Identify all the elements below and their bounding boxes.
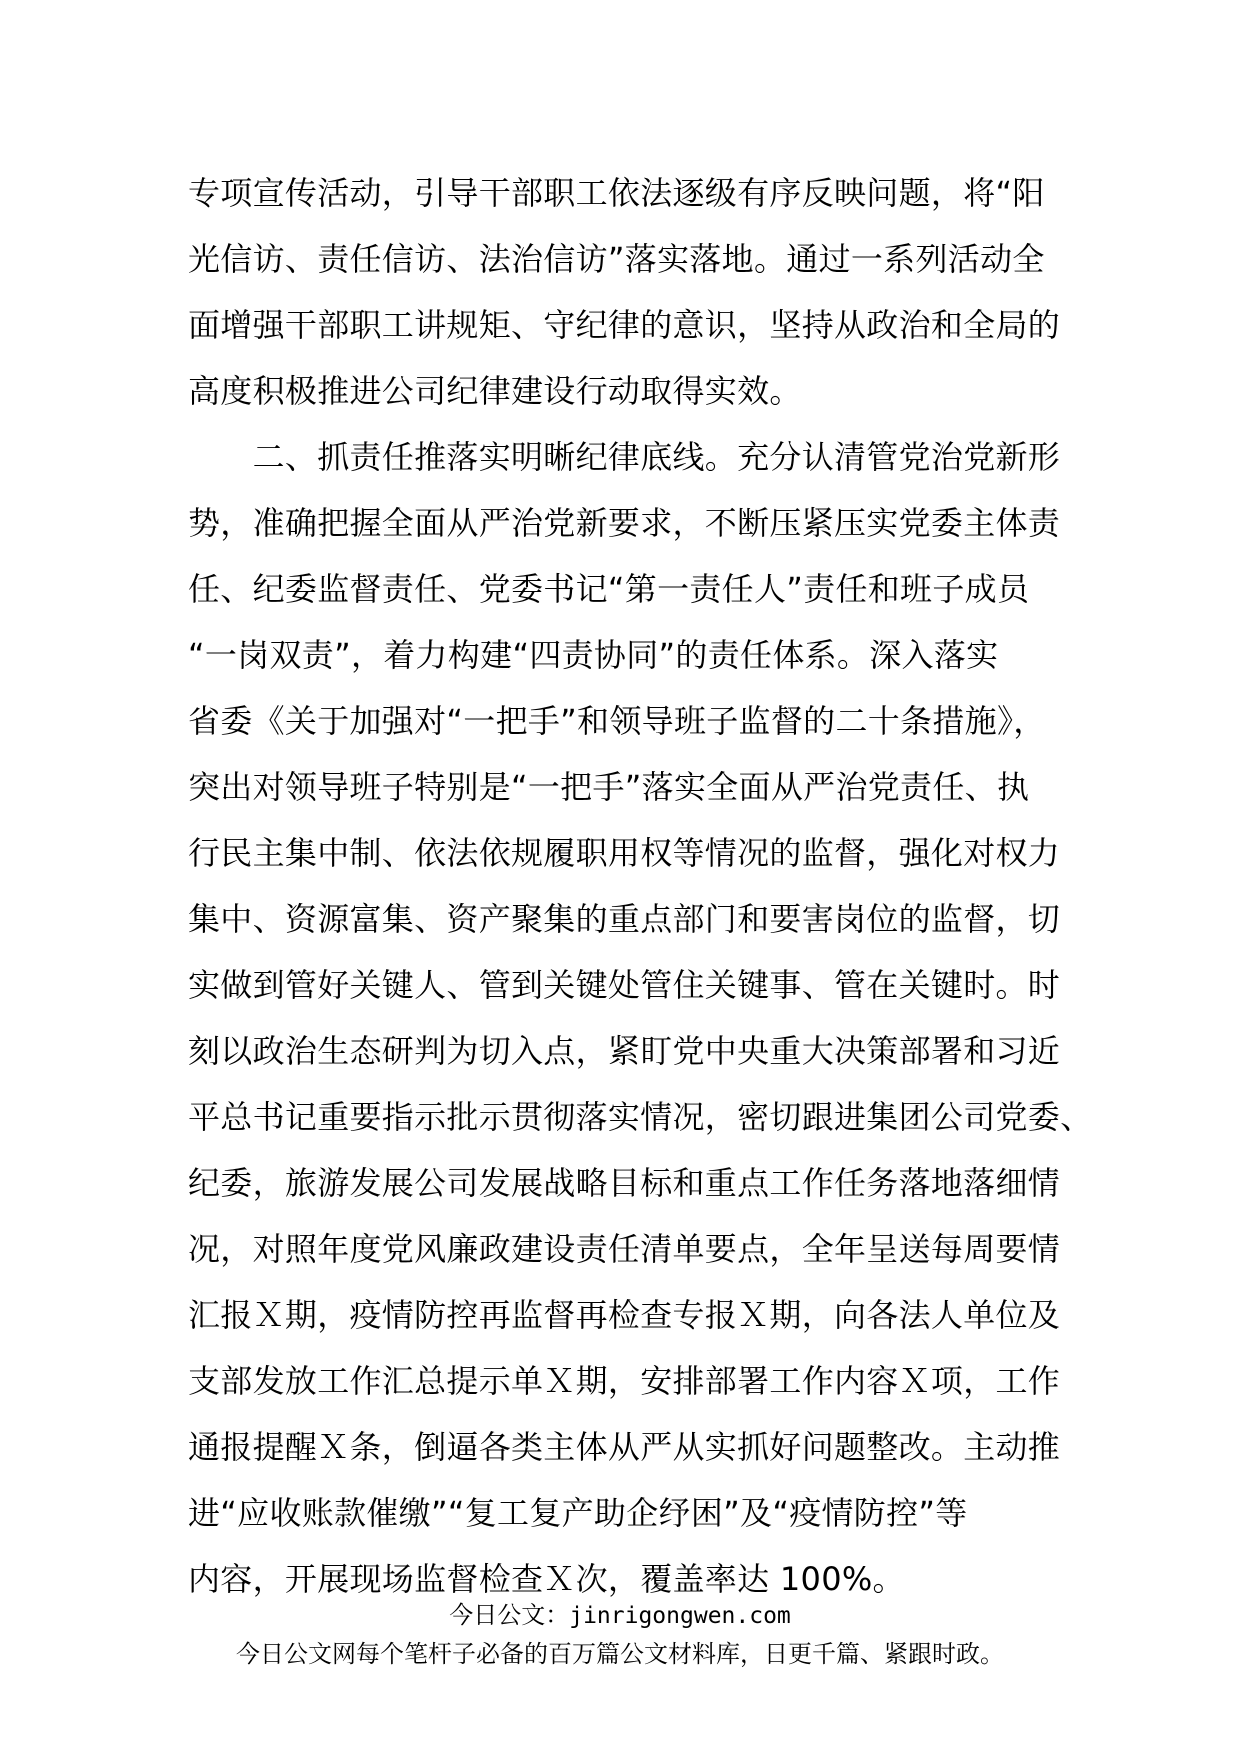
text-line: 刻以政治生态研判为切入点，紧盯党中央重大决策部署和习近 xyxy=(188,1032,1061,1070)
text-line: 任、纪委监督责任、党委书记“第一责任人”责任和班子成员 xyxy=(188,570,1030,608)
footer-slogan: 今日公文网每个笔杆子必备的百万篇公文材料库，日更千篇、紧跟时政。 xyxy=(236,1640,1004,1668)
text-line: 行民主集中制、依法依规履职用权等情况的监督，强化对权力 xyxy=(188,834,1061,872)
text-line: 汇报Ｘ期，疫情防控再监督再检查专报Ｘ期，向各法人单位及 xyxy=(188,1296,1061,1334)
text-line: 进“应收账款催缴”“复工复产助企纾困”及“疫情防控”等 xyxy=(188,1494,968,1532)
text-line: 纪委，旅游发展公司发展战略目标和重点工作任务落地落细情 xyxy=(188,1164,1061,1202)
text-line: 二、抓责任推落实明晰纪律底线。充分认清管党治党新形 xyxy=(188,438,1061,476)
footer-site-line xyxy=(0,1600,1240,1631)
text-line: “一岗双责”，着力构建“四责协同”的责任体系。深入落实 xyxy=(188,636,999,674)
text-line: 高度积极推进公司纪律建设行动取得实效。 xyxy=(188,372,802,410)
text-line: 光信访、责任信访、法治信访”落实落地。通过一系列活动全 xyxy=(188,240,1045,278)
text-line: 内容，开展现场监督检查Ｘ次，覆盖率达 100%。 xyxy=(188,1560,905,1598)
text-line: 况，对照年度党风廉政建设责任清单要点，全年呈送每周要情 xyxy=(188,1230,1061,1268)
text-line: 省委《关于加强对“一把手”和领导班子监督的二十条措施》， xyxy=(188,702,1046,740)
text-line: 势，准确把握全面从严治党新要求，不断压紧压实党委主体责 xyxy=(188,504,1061,542)
text-line: 通报提醒Ｘ条，倒逼各类主体从严从实抓好问题整改。主动推 xyxy=(188,1428,1061,1466)
text-line: 集中、资源富集、资产聚集的重点部门和要害岗位的监督，切 xyxy=(188,900,1061,938)
text-line: 突出对领导班子特别是“一把手”落实全面从严治党责任、执 xyxy=(188,768,1030,806)
text-line: 面增强干部职工讲规矩、守纪律的意识，坚持从政治和全局的 xyxy=(188,306,1061,344)
text-line: 专项宣传活动，引导干部职工依法逐级有序反映问题，将“阳 xyxy=(188,174,1045,212)
text-line: 平总书记重要指示批示贯彻落实情况，密切跟进集团公司党委、 xyxy=(188,1098,1093,1136)
text-line: 实做到管好关键人、管到关键处管住关键事、管在关键时。时 xyxy=(188,966,1061,1004)
text-line: 支部发放工作汇总提示单Ｘ期，安排部署工作内容Ｘ项，工作 xyxy=(188,1362,1061,1400)
footer-site-url[interactable]: jinrigongwen.com xyxy=(569,1603,791,1629)
footer-site-label: 今日公文： xyxy=(449,1601,570,1629)
document-body xyxy=(188,160,1093,1612)
